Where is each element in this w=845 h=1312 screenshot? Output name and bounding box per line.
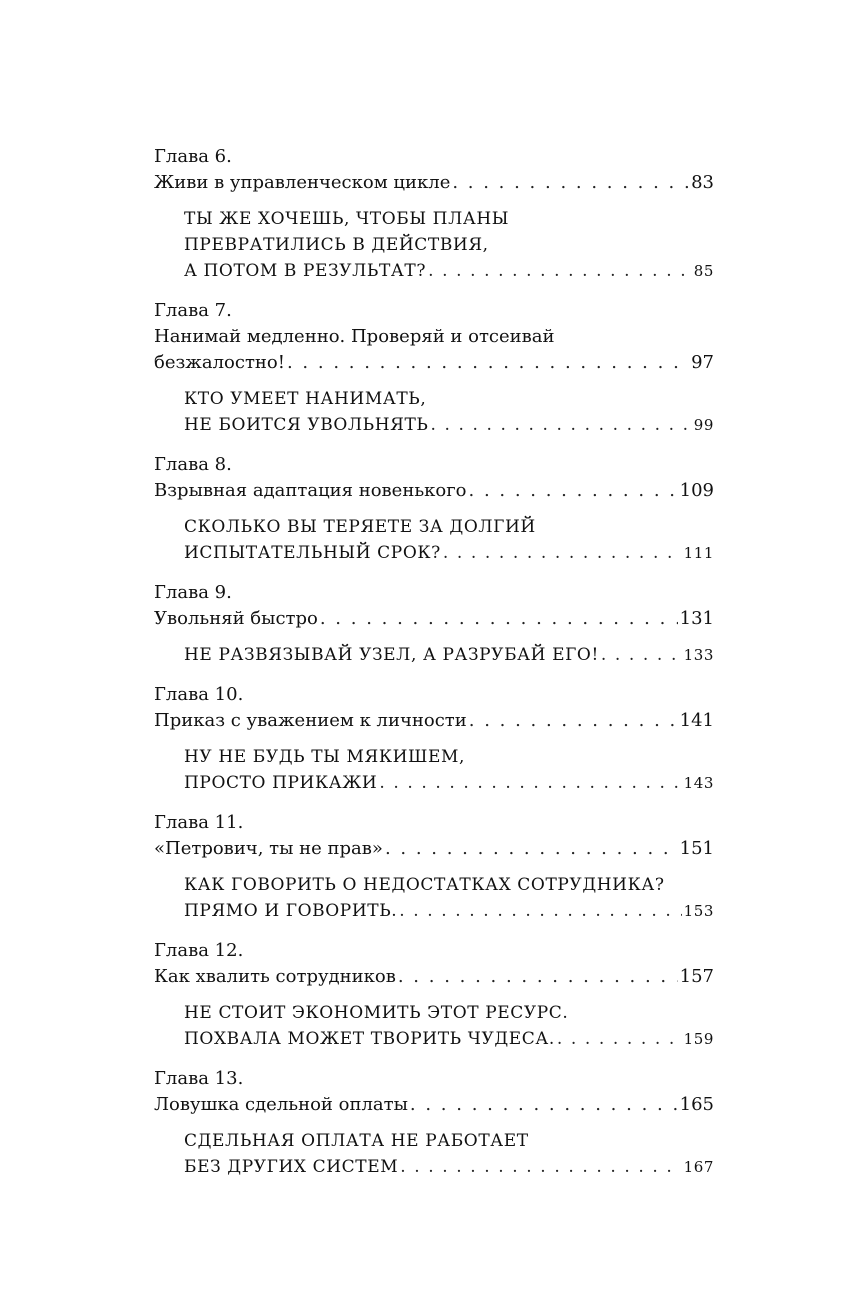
leader-dots: [469, 478, 678, 504]
section-title-line: [184, 872, 714, 898]
section-title-line: [184, 770, 714, 796]
section-page-number: 153: [683, 902, 714, 920]
chapter-title: Нанимай медленно. Проверяй и отсеивай: [154, 326, 555, 347]
chapter-title: Взрывная адаптация новенького: [154, 480, 467, 501]
section-title: А ПОТОМ В РЕЗУЛЬТАТ?: [184, 261, 427, 281]
section-page-number: 167: [683, 1158, 714, 1176]
chapter-label: [154, 682, 714, 708]
leader-dots: [399, 898, 681, 924]
section-title: НУ НЕ БУДЬ ТЫ МЯКИШЕМ,: [184, 747, 466, 767]
leader-dots: [469, 708, 678, 734]
chapter-label: [154, 810, 714, 836]
toc-chapter: [154, 682, 714, 796]
toc-section: [184, 872, 714, 924]
leader-dots: [601, 642, 682, 668]
section-title: ПОХВАЛА МОЖЕТ ТВОРИТЬ ЧУДЕСА.: [184, 1029, 555, 1049]
chapter-label-text: Глава 7.: [154, 300, 232, 321]
chapter-title: безжалостно!: [154, 352, 285, 373]
toc-section: [184, 744, 714, 796]
section-title-line: [184, 1154, 714, 1180]
chapter-label-text: Глава 9.: [154, 582, 232, 603]
chapter-page-number: 165: [679, 1094, 714, 1115]
section-title-line: [184, 412, 714, 438]
chapter-label-text: Глава 11.: [154, 812, 244, 833]
toc-chapter: [154, 938, 714, 1052]
chapter-label: [154, 938, 714, 964]
toc-section: [184, 642, 714, 668]
toc-chapter: [154, 810, 714, 924]
chapter-label-text: Глава 13.: [154, 1068, 244, 1089]
section-title: ПРОСТО ПРИКАЖИ: [184, 773, 378, 793]
chapter-label-text: Глава 6.: [154, 146, 232, 167]
chapter-title-line: [154, 478, 714, 504]
chapter-page-number: 157: [679, 966, 714, 987]
section-title-line: [184, 540, 714, 566]
chapter-label-text: Глава 10.: [154, 684, 244, 705]
section-title-line: [184, 232, 714, 258]
chapter-label: [154, 580, 714, 606]
section-title-line: [184, 1128, 714, 1154]
chapter-label-text: Глава 8.: [154, 454, 232, 475]
section-title: БЕЗ ДРУГИХ СИСТЕМ: [184, 1157, 399, 1177]
chapter-label: [154, 298, 714, 324]
chapter-page-number: 97: [691, 352, 714, 373]
section-title: ПРЕВРАТИЛИСЬ В ДЕЙСТВИЯ,: [184, 235, 489, 255]
section-title: КТО УМЕЕТ НАНИМАТЬ,: [184, 389, 427, 409]
leader-dots: [557, 1026, 682, 1052]
toc-chapter: [154, 580, 714, 668]
chapter-title: Ловушка сдельной оплаты: [154, 1094, 408, 1115]
leader-dots: [379, 770, 681, 796]
chapter-title: Приказ с уважением к личности: [154, 710, 467, 731]
chapter-title: Как хвалить сотрудников: [154, 966, 396, 987]
leader-dots: [385, 836, 678, 862]
chapter-page-number: 151: [679, 838, 714, 859]
toc-section: [184, 386, 714, 438]
section-title-line: [184, 514, 714, 540]
section-title: НЕ БОИТСЯ УВОЛЬНЯТЬ: [184, 415, 429, 435]
section-page-number: 85: [693, 262, 714, 280]
leader-dots: [400, 1154, 681, 1180]
leader-dots: [430, 412, 691, 438]
toc-section: [184, 514, 714, 566]
toc-chapter: [154, 298, 714, 438]
chapter-page-number: 141: [679, 710, 714, 731]
chapter-title-line: [154, 964, 714, 990]
toc-chapter: [154, 1066, 714, 1180]
section-title-line: [184, 206, 714, 232]
section-page-number: 143: [683, 774, 714, 792]
chapter-title: Живи в управленческом цикле: [154, 172, 451, 193]
chapter-label: [154, 1066, 714, 1092]
chapter-title-line: [154, 1092, 714, 1118]
chapter-page-number: 109: [679, 480, 714, 501]
section-title-line: [184, 386, 714, 412]
chapter-title-line: [154, 708, 714, 734]
section-page-number: 159: [683, 1030, 714, 1048]
chapter-title-line: [154, 324, 714, 350]
section-title: ТЫ ЖЕ ХОЧЕШЬ, ЧТОБЫ ПЛАНЫ: [184, 209, 510, 229]
section-title: СДЕЛЬНАЯ ОПЛАТА НЕ РАБОТАЕТ: [184, 1131, 529, 1151]
section-page-number: 99: [693, 416, 714, 434]
section-title-line: [184, 642, 714, 668]
section-title-line: [184, 258, 714, 284]
leader-dots: [428, 258, 692, 284]
chapter-title-line: [154, 350, 714, 376]
section-title: ПРЯМО И ГОВОРИТЬ.: [184, 901, 398, 921]
leader-dots: [287, 350, 689, 376]
table-of-contents: [154, 144, 714, 1194]
chapter-page-number: 131: [679, 608, 714, 629]
toc-section: [184, 1128, 714, 1180]
section-title-line: [184, 1026, 714, 1052]
chapter-label: [154, 144, 714, 170]
section-page-number: 133: [683, 646, 714, 664]
chapter-title-line: [154, 606, 714, 632]
chapter-title: «Петрович, ты не прав»: [154, 838, 383, 859]
leader-dots: [320, 606, 678, 632]
toc-chapter: [154, 452, 714, 566]
section-title: СКОЛЬКО ВЫ ТЕРЯЕТЕ ЗА ДОЛГИЙ: [184, 517, 536, 537]
section-title: ИСПЫТАТЕЛЬНЫЙ СРОК?: [184, 543, 441, 563]
section-title: КАК ГОВОРИТЬ О НЕДОСТАТКАХ СОТРУДНИКА?: [184, 875, 665, 895]
section-title: НЕ РАЗВЯЗЫВАЙ УЗЕЛ, А РАЗРУБАЙ ЕГО!: [184, 645, 599, 665]
toc-chapter: [154, 144, 714, 284]
chapter-title: Увольняй быстро: [154, 608, 318, 629]
leader-dots: [398, 964, 678, 990]
chapter-label: [154, 452, 714, 478]
toc-section: [184, 206, 714, 284]
toc-section: [184, 1000, 714, 1052]
chapter-label-text: Глава 12.: [154, 940, 244, 961]
chapter-title-line: [154, 836, 714, 862]
section-title-line: [184, 1000, 714, 1026]
section-title-line: [184, 744, 714, 770]
section-title: НЕ СТОИТ ЭКОНОМИТЬ ЭТОТ РЕСУРС.: [184, 1003, 569, 1023]
section-page-number: 111: [683, 544, 714, 562]
section-title-line: [184, 898, 714, 924]
chapter-title-line: [154, 170, 714, 196]
leader-dots: [452, 170, 689, 196]
leader-dots: [410, 1092, 678, 1118]
leader-dots: [443, 540, 682, 566]
chapter-page-number: 83: [691, 172, 714, 193]
